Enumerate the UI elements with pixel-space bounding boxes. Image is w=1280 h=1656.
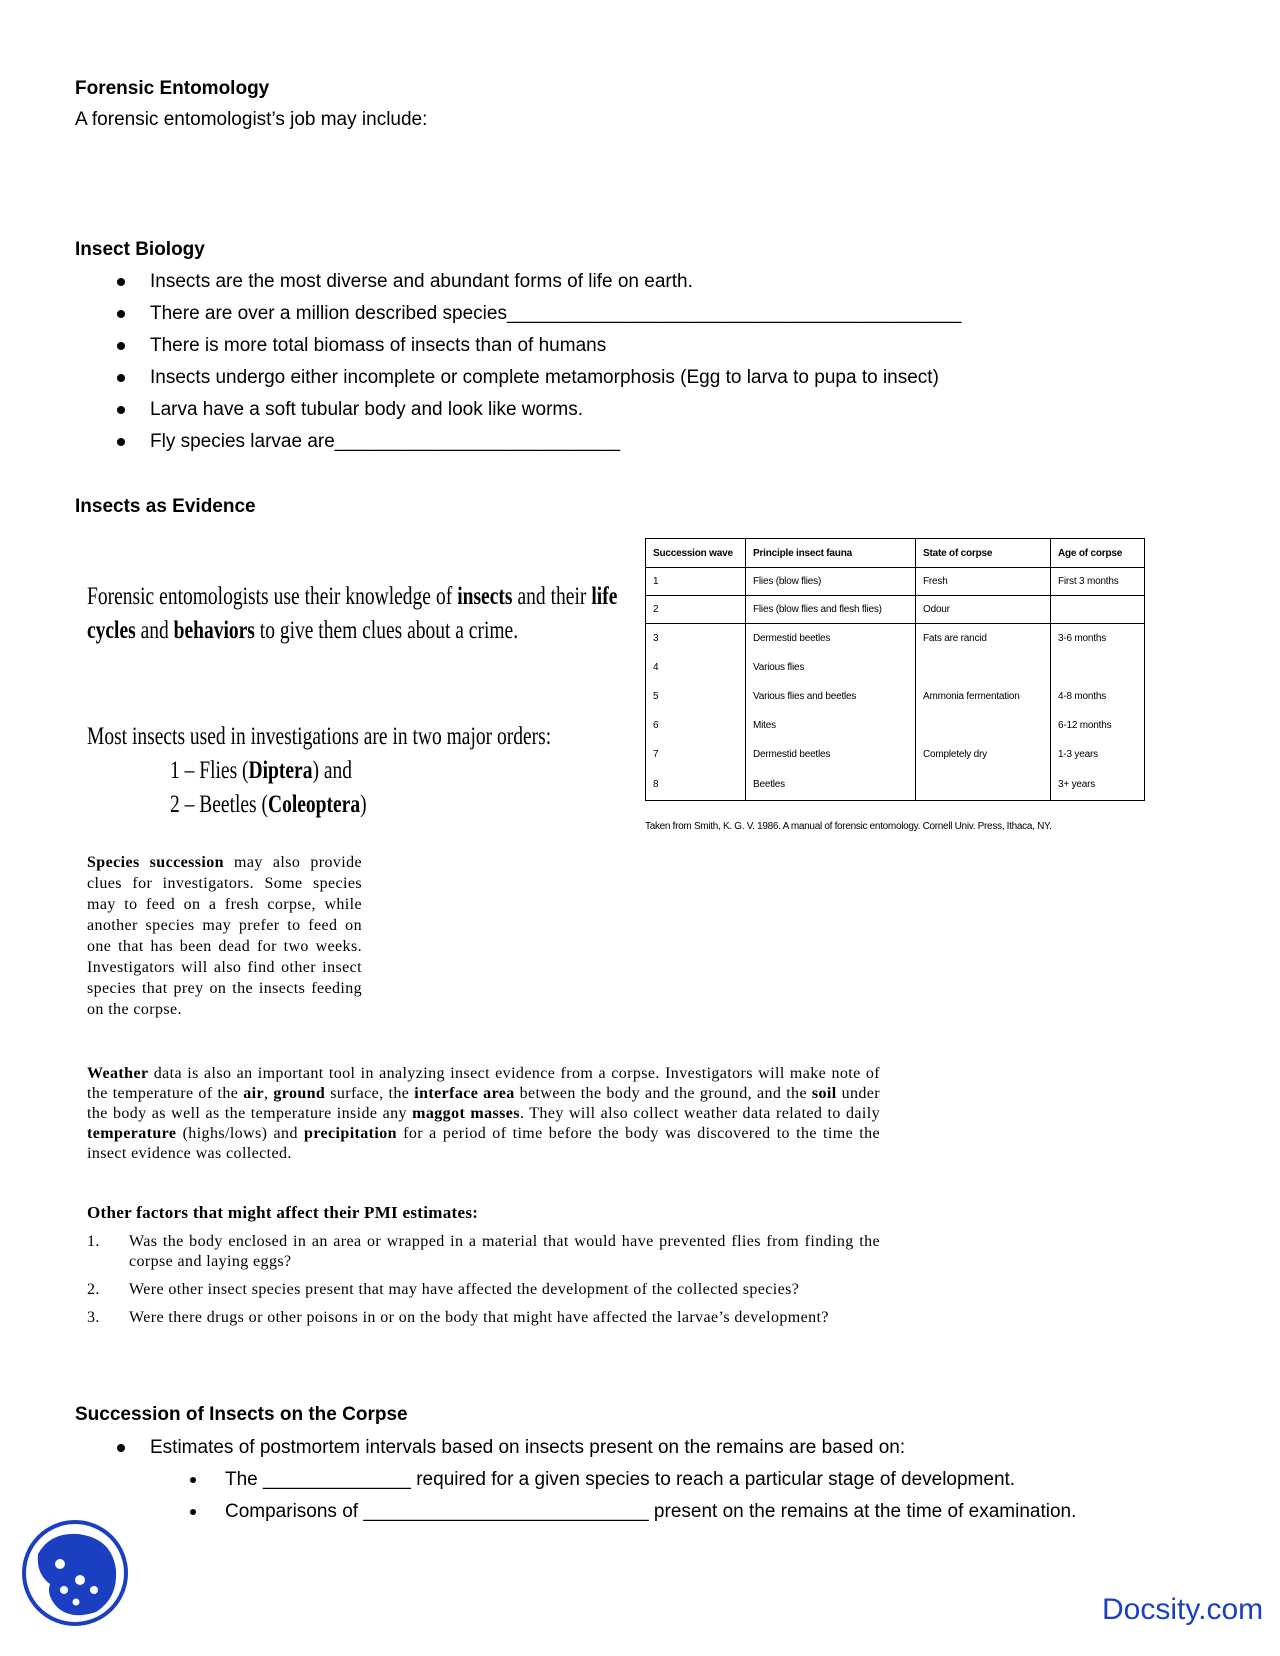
weather-paragraph: Weather data is also an important tool in analyzing insect evidence from a corpse. Investigators will make note of the temperature of the air, ground surface, the interface area between the body and the ground, and the soil under the body as well as the temperature inside any maggot masses. They will also collect weather data related to daily temperature (highs/lows) and precipitation for a period of time before the body was discovered to the time the insect evidence was collected. — [87, 1065, 881, 1162]
table-row: 1 Flies (blow flies) Fresh First 3 months — [646, 568, 1145, 596]
evidence-intro: Forensic entomologists use their knowledge of insects and their life cycles and behaviors to give them clues about a crime. — [87, 583, 618, 644]
heading-insects-as-evidence: Insects as Evidence — [75, 496, 256, 517]
list-item: 3. Were there drugs or other poisons in or on the body that might have affected the larvae’s development? — [87, 1309, 829, 1326]
list-item: Insects are the most diverse and abundant forms of life on earth. — [117, 266, 961, 298]
order-coleoptera: 2 – Beetles (Coleoptera) — [170, 791, 367, 818]
table-header-row — [646, 539, 1145, 568]
corpse-sub-item: The ______________ required for a given species to reach a particular stage of development. — [190, 1464, 1015, 1496]
docsity-logo-icon — [20, 1518, 130, 1628]
list-item: 2. Were other insect species present that may have affected the development of the collected species? — [87, 1281, 800, 1298]
succession-table — [645, 538, 1145, 801]
list-item: Larva have a soft tubular body and look like worms. — [117, 394, 961, 426]
docsity-brand-text: Docsity.com — [1102, 1593, 1264, 1626]
table-header: Age of corpse — [1051, 539, 1145, 568]
table-row: 4 Various flies — [646, 653, 1145, 682]
table-citation: Taken from Smith, K. G. V. 1986. A manual of forensic entomology. Cornell Univ. Press, Ithaca, NY. — [645, 821, 1052, 832]
corpse-bullet: Estimates of postmortem intervals based on insects present on the remains are based on: — [117, 1432, 905, 1464]
table-row: 3 Dermestid beetles Fats are rancid 3-6 months — [646, 624, 1145, 653]
list-item: 1. Was the body enclosed in an area or wrapped in a material that would have prevented flies from finding the corpse and laying eggs? — [87, 1233, 880, 1270]
list-item: Insects undergo either incomplete or complete metamorphosis (Egg to larva to pupa to insect) — [117, 362, 961, 394]
factors-heading: Other factors that might affect their PMI estimates: — [87, 1203, 479, 1222]
list-item: There are over a million described species___________________________________________ — [117, 298, 961, 330]
table-header: State of corpse — [916, 539, 1051, 568]
table-header: Principle insect fauna — [746, 539, 916, 568]
order-diptera: 1 – Flies (Diptera) and — [170, 757, 352, 784]
table-row: 8 Beetles 3+ years — [646, 769, 1145, 801]
forensic-intro-text: A forensic entomologist’s job may include: — [75, 109, 428, 130]
list-item: Fly species larvae are___________________________ — [117, 426, 961, 458]
orders-lead: Most insects used in investigations are in two major orders: — [87, 723, 552, 750]
factors-list — [87, 1232, 880, 1336]
heading-succession-corpse: Succession of Insects on the Corpse — [75, 1404, 408, 1425]
heading-forensic-entomology: Forensic Entomology — [75, 78, 270, 99]
table-row: 2 Flies (blow flies and flesh flies) Odour — [646, 596, 1145, 624]
table-row: 7 Dermestid beetles Completely dry 1-3 years — [646, 740, 1145, 769]
corpse-sub-item: Comparisons of ___________________________ present on the remains at the time of examination. — [190, 1496, 1076, 1528]
heading-insect-biology: Insect Biology — [75, 239, 205, 260]
table-header: Succession wave — [646, 539, 746, 568]
species-succession-paragraph: Species succession may also provide clues for investigators. Some species may to feed on a fresh corpse, while another species may prefer to feed on one that has been dead for two weeks. Investigators will also find other insect species that prey on the insects feeding on the corpse. — [87, 854, 362, 1018]
insect-biology-list — [117, 266, 961, 458]
list-item: There is more total biomass of insects than of humans — [117, 330, 961, 362]
table-row: 5 Various flies and beetles Ammonia fermentation 4-8 months — [646, 682, 1145, 711]
table-row: 6 Mites 6-12 months — [646, 711, 1145, 740]
